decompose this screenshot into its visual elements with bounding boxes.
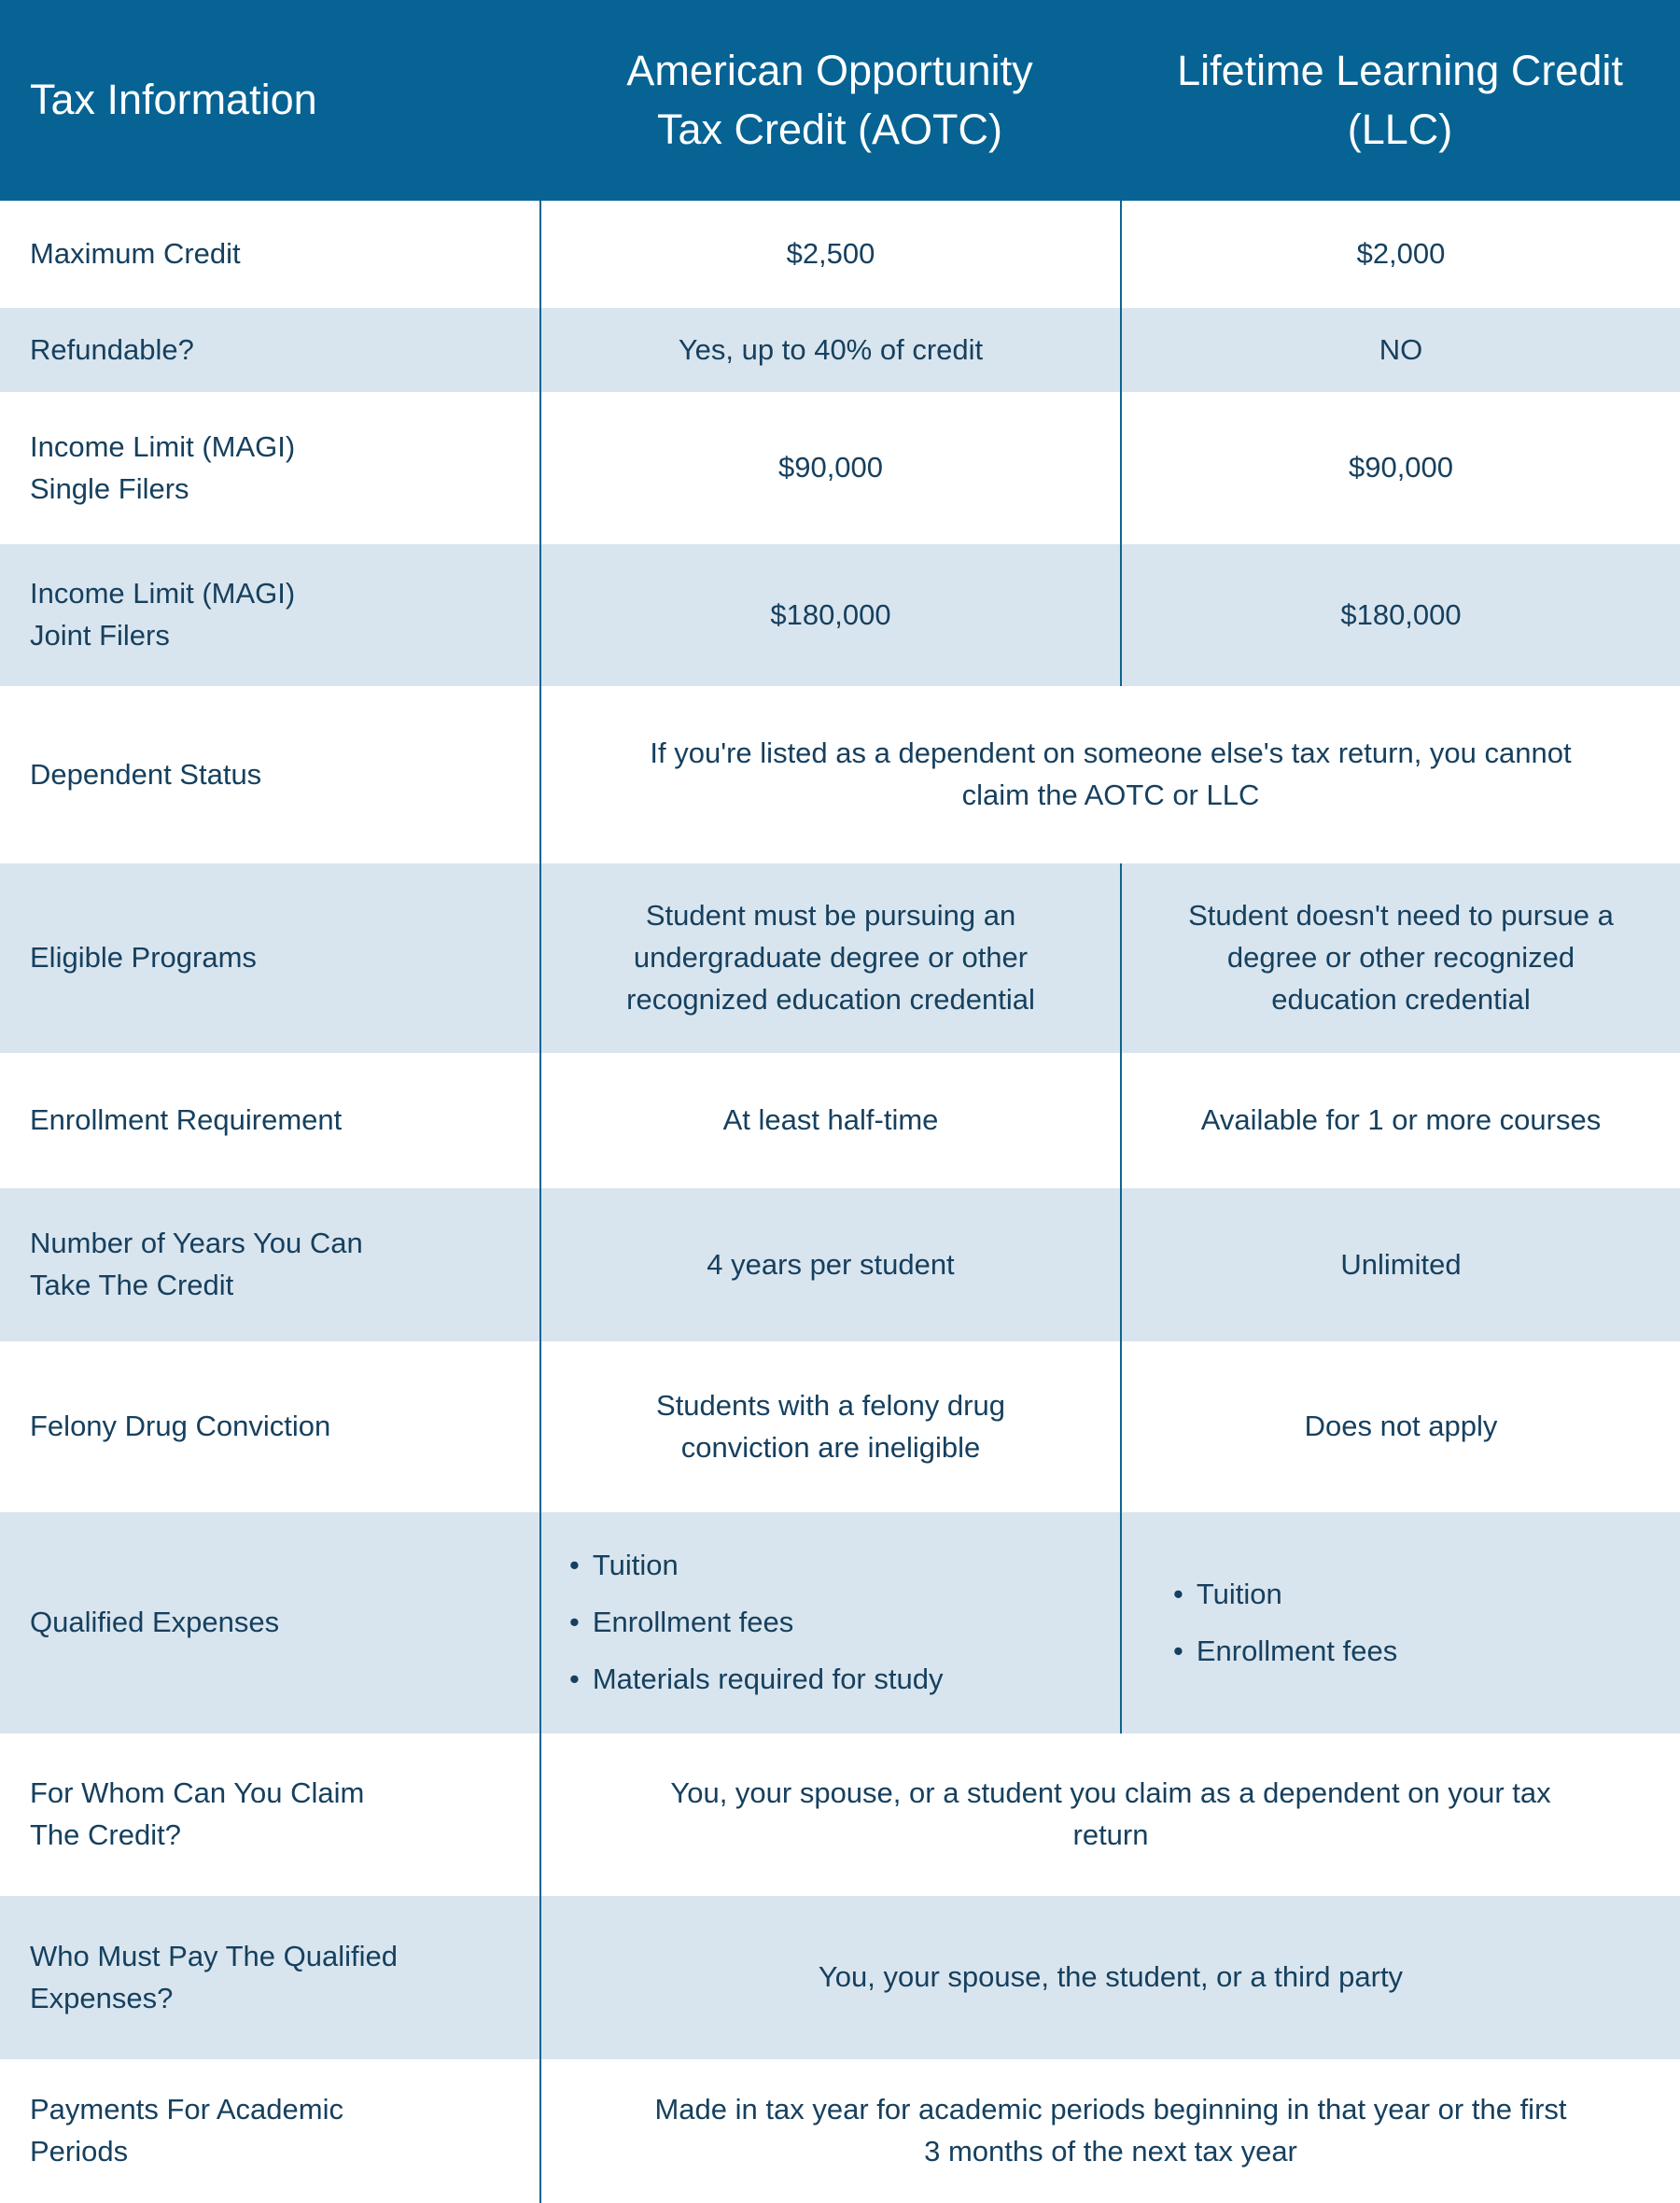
bullet-item xyxy=(1173,1631,1397,1673)
llc-value-cell xyxy=(1120,1341,1680,1512)
row-label: Qualified Expenses xyxy=(30,1606,280,1639)
bullet-dot-icon: • xyxy=(569,1606,580,1639)
table-row-payments-academic-periods xyxy=(0,2059,1680,2203)
row-label-cell xyxy=(0,1341,539,1512)
table-row-maximum-credit xyxy=(0,201,1680,308)
llc-value: Student doesn't need to pursue a degree or other recognized education credential xyxy=(1188,899,1614,1016)
llc-value-cell xyxy=(1120,544,1680,686)
row-label: Income Limit (MAGI) xyxy=(30,577,296,610)
aotc-value: $90,000 xyxy=(777,451,884,484)
merged-value: You, your spouse, or a student you claim as a dependent on your tax return xyxy=(670,1776,1551,1851)
row-label-line2: The Credit? xyxy=(30,1818,181,1851)
row-label: Refundable? xyxy=(30,332,194,366)
llc-value: Available for 1 or more courses xyxy=(1200,1103,1602,1137)
llc-value: $90,000 xyxy=(1348,451,1454,484)
bullet-item xyxy=(569,1602,793,1644)
bullet-text: Enrollment fees xyxy=(1196,1634,1398,1667)
bullet-dot-icon: • xyxy=(1173,1577,1183,1610)
aotc-value: Yes, up to 40% of credit xyxy=(678,332,984,366)
row-label: Enrollment Requirement xyxy=(30,1103,343,1137)
aotc-value-cell xyxy=(539,544,1120,686)
row-label-cell xyxy=(0,863,539,1053)
llc-value-cell xyxy=(1120,392,1680,544)
llc-value: $2,000 xyxy=(1356,237,1446,271)
aotc-value-cell xyxy=(539,1341,1120,1512)
header-cell-tax-information xyxy=(0,0,539,201)
llc-value-cell xyxy=(1120,201,1680,308)
table-row-number-of-years xyxy=(0,1188,1680,1341)
aotc-value-cell xyxy=(539,201,1120,308)
row-label: Felony Drug Conviction xyxy=(30,1410,331,1443)
header-aotc-title: American Opportunity Tax Credit (AOTC) xyxy=(626,47,1033,153)
row-label: For Whom Can You Claim xyxy=(30,1776,365,1810)
row-label-cell xyxy=(0,1896,539,2059)
merged-value-cell xyxy=(539,2059,1680,2203)
table-header-row xyxy=(0,0,1680,201)
table-row-income-limit-joint xyxy=(0,544,1680,686)
row-label-cell xyxy=(0,1053,539,1188)
llc-value-cell xyxy=(1120,863,1680,1053)
llc-value-cell xyxy=(1120,1188,1680,1341)
bullet-text: Materials required for study xyxy=(592,1662,944,1695)
aotc-value: At least half-time xyxy=(722,1103,939,1137)
header-llc-title: Lifetime Learning Credit (LLC) xyxy=(1177,47,1623,153)
table-row-who-must-pay xyxy=(0,1896,1680,2059)
table-row-qualified-expenses xyxy=(0,1512,1680,1733)
merged-value: If you're listed as a dependent on someone else's tax return, you cannot claim the AOTC or LLC xyxy=(650,737,1572,811)
row-label-line2: Expenses? xyxy=(30,1981,174,2014)
merged-value-cell xyxy=(539,1896,1680,2059)
row-label-cell xyxy=(0,544,539,686)
table-row-felony-drug-conviction xyxy=(0,1341,1680,1512)
aotc-value: $2,500 xyxy=(786,237,875,271)
header-title: Tax Information xyxy=(30,76,317,124)
header-cell-aotc xyxy=(539,0,1120,201)
row-label-cell xyxy=(0,2059,539,2203)
bullet-text: Enrollment fees xyxy=(592,1606,794,1639)
row-label-line2: Single Filers xyxy=(30,471,189,505)
llc-value-cell xyxy=(1120,1053,1680,1188)
bullet-item xyxy=(569,1659,943,1701)
header-cell-llc xyxy=(1120,0,1680,201)
row-label: Who Must Pay The Qualified xyxy=(30,1939,398,1972)
row-label-cell xyxy=(0,1733,539,1896)
bullet-dot-icon: • xyxy=(569,1549,580,1582)
aotc-value-cell xyxy=(539,392,1120,544)
merged-value-cell xyxy=(539,686,1680,863)
aotc-bullet-list xyxy=(539,1512,1120,1733)
table-row-eligible-programs xyxy=(0,863,1680,1053)
llc-value-cell xyxy=(1120,308,1680,392)
table-row-enrollment-requirement xyxy=(0,1053,1680,1188)
bullet-text: Tuition xyxy=(1196,1577,1282,1610)
row-label: Payments For Academic xyxy=(30,2093,343,2126)
merged-value: Made in tax year for academic periods beginning in that year or the first 3 months of the next tax year xyxy=(654,2093,1567,2168)
llc-value: NO xyxy=(1379,332,1423,366)
row-label-cell xyxy=(0,308,539,392)
aotc-value: Students with a felony drug conviction are ineligible xyxy=(656,1388,1005,1464)
merged-value-cell xyxy=(539,1733,1680,1896)
row-label-line2: Joint Filers xyxy=(30,619,170,652)
row-label-cell xyxy=(0,201,539,308)
bullet-item xyxy=(1173,1574,1282,1616)
row-label: Eligible Programs xyxy=(30,941,257,975)
row-label: Income Limit (MAGI) xyxy=(30,429,296,463)
bullet-dot-icon: • xyxy=(569,1662,580,1695)
row-label-cell xyxy=(0,392,539,544)
llc-bullet-list xyxy=(1120,1512,1680,1733)
bullet-dot-icon: • xyxy=(1173,1634,1183,1667)
aotc-value-cell xyxy=(539,1053,1120,1188)
table-row-income-limit-single xyxy=(0,392,1680,544)
table-row-for-whom-claim xyxy=(0,1733,1680,1896)
row-label-cell xyxy=(0,1188,539,1341)
aotc-value-cell xyxy=(539,863,1120,1053)
llc-value: Does not apply xyxy=(1304,1410,1498,1443)
table-row-dependent-status xyxy=(0,686,1680,863)
row-label: Dependent Status xyxy=(30,757,262,791)
aotc-value-cell xyxy=(539,1188,1120,1341)
aotc-value: $180,000 xyxy=(770,597,891,631)
row-label-cell xyxy=(0,686,539,863)
aotc-value-cell xyxy=(539,308,1120,392)
row-label: Maximum Credit xyxy=(30,237,241,271)
bullet-text: Tuition xyxy=(592,1549,679,1582)
row-label-line2: Take The Credit xyxy=(30,1269,234,1301)
bullet-item xyxy=(569,1545,679,1587)
merged-value: You, your spouse, the student, or a third party xyxy=(818,1960,1404,1994)
row-label: Number of Years You Can xyxy=(30,1227,363,1260)
llc-value: $180,000 xyxy=(1340,597,1462,631)
row-label-cell xyxy=(0,1512,539,1733)
llc-value: Unlimited xyxy=(1340,1247,1462,1281)
row-label-line2: Periods xyxy=(30,2135,129,2168)
table-row-refundable xyxy=(0,308,1680,392)
aotc-value: 4 years per student xyxy=(707,1247,955,1281)
aotc-value: Student must be pursuing an undergraduate degree or other recognized education credential xyxy=(626,899,1035,1016)
